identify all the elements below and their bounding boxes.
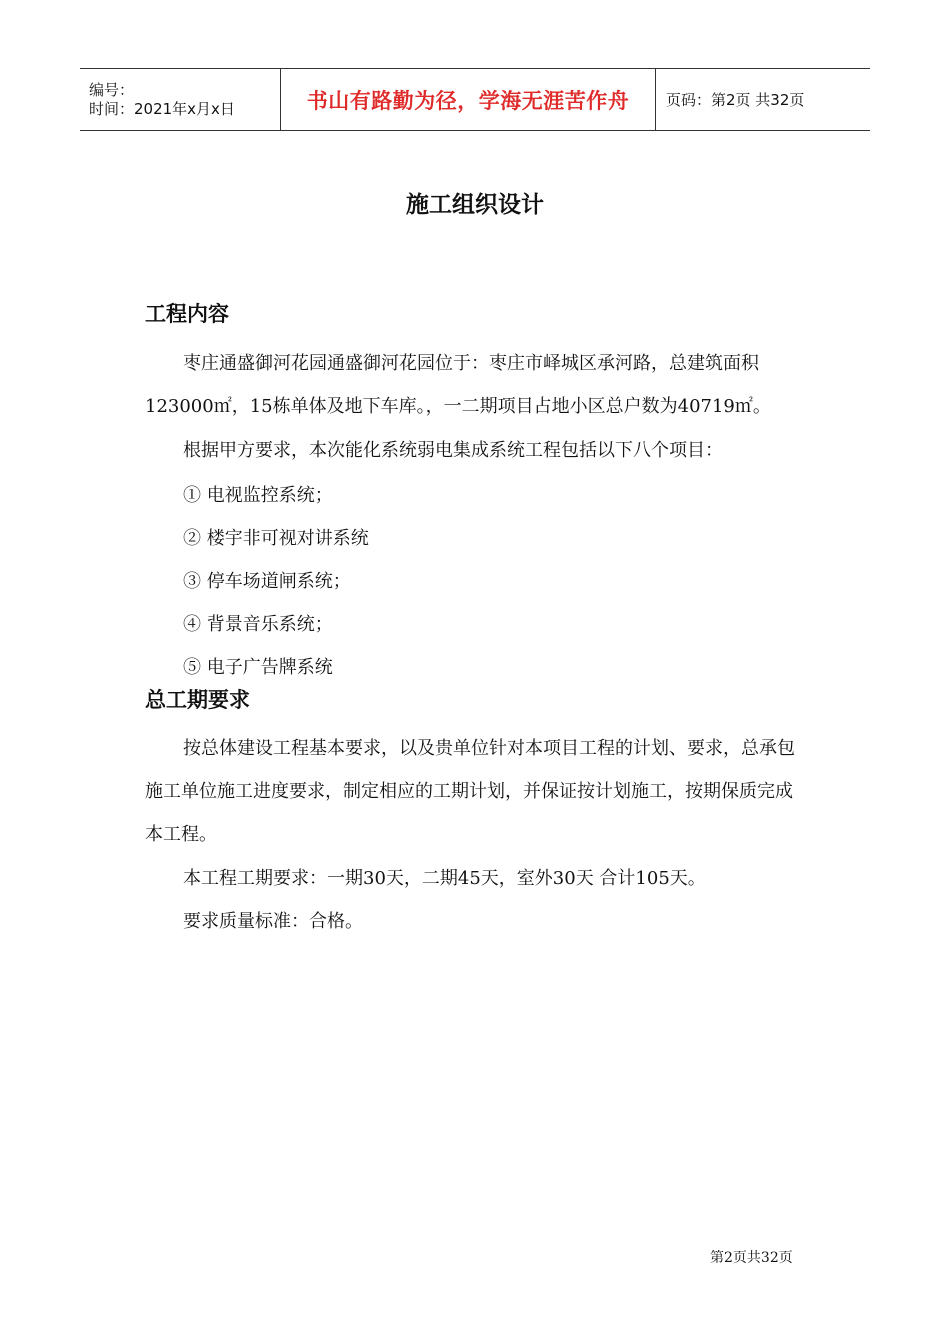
paragraph-quality-standard: 要求质量标准：合格。 (183, 911, 363, 932)
header-meta (80, 69, 281, 130)
list-item: ② 楼宇非可视对讲系统 (183, 528, 369, 549)
header-motto-cell (281, 69, 656, 130)
list-item: ④ 背景音乐系统； (183, 614, 333, 635)
header-page-info: 页码：第2页 共32页 (666, 91, 805, 109)
page-footer: 第2页共32页 (710, 1250, 793, 1266)
date-line: 时间：2021年x月x日 (89, 99, 235, 118)
list-item: ① 电视监控系统； (183, 485, 333, 506)
section-heading-schedule: 总工期要求 (145, 688, 250, 712)
number-label: 编号： (89, 80, 135, 99)
page-header (80, 68, 870, 131)
header-motto: 书山有路勤为径，学海无涯苦作舟 (306, 88, 630, 113)
list-item: ③ 停车场道闸系统； (183, 571, 351, 592)
paragraph-schedule-basis: 按总体建设工程基本要求，以及贵单位针对本项目工程的计划、要求，总承包施工单位施工进度要求，制定相应的工期计划，并保证按计划施工，按期保质完成本工程。 (145, 738, 795, 845)
document-title: 施工组织设计 (406, 192, 544, 218)
list-item: ⑤ 电子广告牌系统 (183, 657, 333, 678)
paragraph-schedule-duration: 本工程工期要求：一期30天，二期45天，室外30天 合计105天。 (183, 868, 706, 889)
section-heading-content: 工程内容 (145, 302, 229, 326)
paragraph-project-location: 枣庄通盛御河花园通盛御河花园位于：枣庄市峄城区承河路，总建筑面积123000㎡，15栋单体及地下车库。，一二期项目占地小区总户数为40719㎡。 (145, 353, 771, 417)
paragraph-scope-intro: 根据甲方要求，本次能化系统弱电集成系统工程包括以下八个项目： (183, 440, 723, 461)
